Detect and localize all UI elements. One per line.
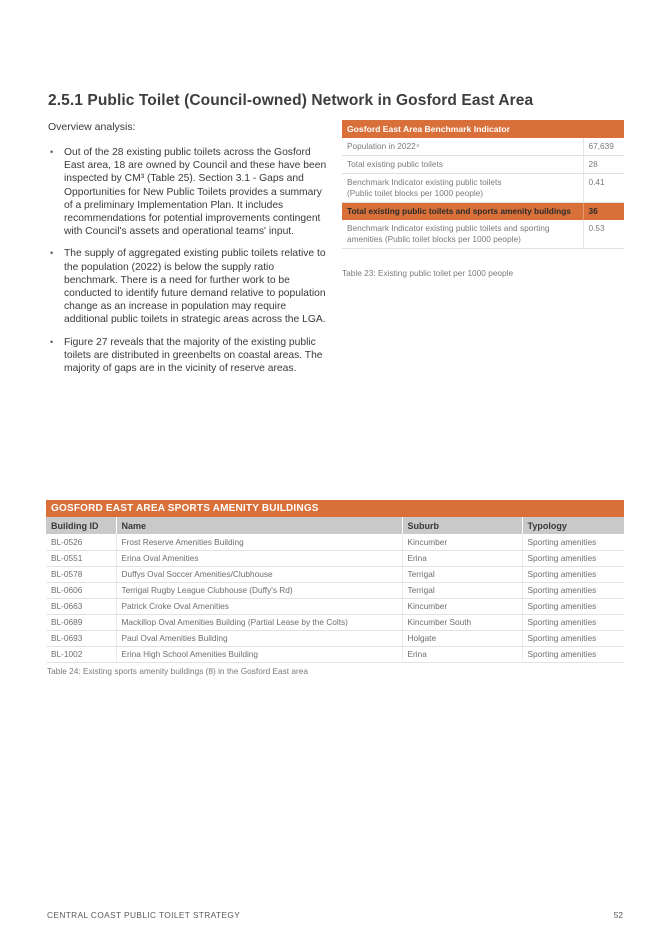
bullet-icon: •	[50, 248, 54, 259]
building-name-cell: Patrick Croke Oval Amenities	[116, 598, 402, 614]
building-name-cell: Erina High School Amenities Building	[116, 646, 402, 662]
overview-label: Overview analysis:	[48, 121, 136, 133]
building-id-cell: BL-1002	[46, 646, 116, 662]
building-id-cell: BL-0606	[46, 582, 116, 598]
sports-table-title: GOSFORD EAST AREA SPORTS AMENITY BUILDINGS	[46, 500, 624, 517]
typology-cell: Sporting amenities	[522, 582, 624, 598]
building-id-cell: BL-0689	[46, 614, 116, 630]
benchmark-label: Total existing public toilets and sports amenity buildings	[342, 203, 583, 221]
suburb-cell: Kincumber	[402, 598, 522, 614]
building-id-cell: BL-0663	[46, 598, 116, 614]
sports-amenity-table	[46, 500, 624, 663]
building-name-cell: Erina Oval Amenities	[116, 550, 402, 566]
building-name-cell: Duffys Oval Soccer Amenities/Clubhouse	[116, 566, 402, 582]
col-header-name: Name	[116, 517, 402, 534]
benchmark-value: 67,639	[583, 138, 624, 156]
col-header-suburb: Suburb	[402, 517, 522, 534]
col-header-building-id: Building ID	[46, 517, 116, 534]
typology-cell: Sporting amenities	[522, 550, 624, 566]
suburb-cell: Terrigal	[402, 566, 522, 582]
benchmark-label: Benchmark Indicator existing public toilets (Public toilet blocks per 1000 people)	[342, 174, 583, 203]
building-id-cell: BL-0693	[46, 630, 116, 646]
benchmark-value: 0.53	[583, 220, 624, 249]
table-row	[46, 550, 624, 566]
benchmark-title: Gosford East Area Benchmark Indicator	[342, 120, 624, 138]
table-row	[46, 534, 624, 550]
typology-cell: Sporting amenities	[522, 630, 624, 646]
overview-bullets	[48, 146, 330, 384]
footer-page-number: 52	[613, 910, 623, 920]
typology-cell: Sporting amenities	[522, 534, 624, 550]
typology-cell: Sporting amenities	[522, 614, 624, 630]
suburb-cell: Erina	[402, 646, 522, 662]
building-name-cell: Terrigal Rugby League Clubhouse (Duffy's Rd)	[116, 582, 402, 598]
building-id-cell: BL-0526	[46, 534, 116, 550]
table-row	[46, 630, 624, 646]
benchmark-label: Benchmark Indicator existing public toilets and sporting amenities (Public toilet blocks per 1000 people)	[342, 220, 583, 249]
building-name-cell: Paul Oval Amenities Building	[116, 630, 402, 646]
bullet-icon: •	[50, 336, 54, 347]
typology-cell: Sporting amenities	[522, 598, 624, 614]
sports-caption: Table 24: Existing sports amenity buildings (8) in the Gosford East area	[47, 666, 309, 676]
benchmark-caption: Table 23: Existing public toilet per 1000 people	[342, 268, 514, 278]
typology-cell: Sporting amenities	[522, 646, 624, 662]
bullet-item: • Out of the 28 existing public toilets across the Gosford East area, 18 are owned by Council and these have been inspected by CM³ (Table 25). Section 3.1 - Gaps and Opportunities for New Public Toilets provides a summary of a preliminary Implementation Plan. It includes recommendations for potential improvements contingent with Council's assets and operational teams' input.	[50, 147, 327, 238]
benchmark-row	[342, 220, 624, 249]
typology-cell: Sporting amenities	[522, 566, 624, 582]
suburb-cell: Kincumber South	[402, 614, 522, 630]
bullet-item: • The supply of aggregated existing public toilets relative to the population (2022) is below the supply ratio benchmark. There is a need for further work to be conducted to identify future demand relative to population change as an increase in population may require additional public toilets in strategic areas across the LGA.	[50, 248, 326, 326]
bullet-icon: •	[50, 147, 54, 157]
building-id-cell: BL-0578	[46, 566, 116, 582]
benchmark-row	[342, 203, 624, 221]
benchmark-value: 0.41	[583, 174, 624, 203]
suburb-cell: Kincumber	[402, 534, 522, 550]
table-row	[46, 614, 624, 630]
section-heading: 2.5.1 Public Toilet (Council-owned) Network in Gosford East Area	[48, 92, 534, 109]
table-row	[46, 598, 624, 614]
table-row	[46, 582, 624, 598]
benchmark-row	[342, 156, 624, 174]
benchmark-value: 28	[583, 156, 624, 174]
benchmark-row	[342, 174, 624, 203]
benchmark-label: Population in 2022⁴	[342, 138, 583, 156]
table-row	[46, 566, 624, 582]
suburb-cell: Terrigal	[402, 582, 522, 598]
footer-document-title: CENTRAL COAST PUBLIC TOILET STRATEGY	[47, 910, 241, 920]
benchmark-row	[342, 138, 624, 156]
suburb-cell: Erina	[402, 550, 522, 566]
building-name-cell: Frost Reserve Amenities Building	[116, 534, 402, 550]
building-name-cell: Mackillop Oval Amenities Building (Partial Lease by the Colts)	[116, 614, 402, 630]
bullet-item: • Figure 27 reveals that the majority of the existing public toilets are distributed in greenbelts on coastal areas. The majority of gaps are in the vicinity of reserve areas.	[50, 336, 323, 375]
table-row	[46, 646, 624, 662]
benchmark-value: 36	[583, 203, 624, 221]
col-header-typology: Typology	[522, 517, 624, 534]
suburb-cell: Holgate	[402, 630, 522, 646]
benchmark-label: Total existing public toilets	[342, 156, 583, 174]
building-id-cell: BL-0551	[46, 550, 116, 566]
benchmark-table	[342, 120, 624, 249]
